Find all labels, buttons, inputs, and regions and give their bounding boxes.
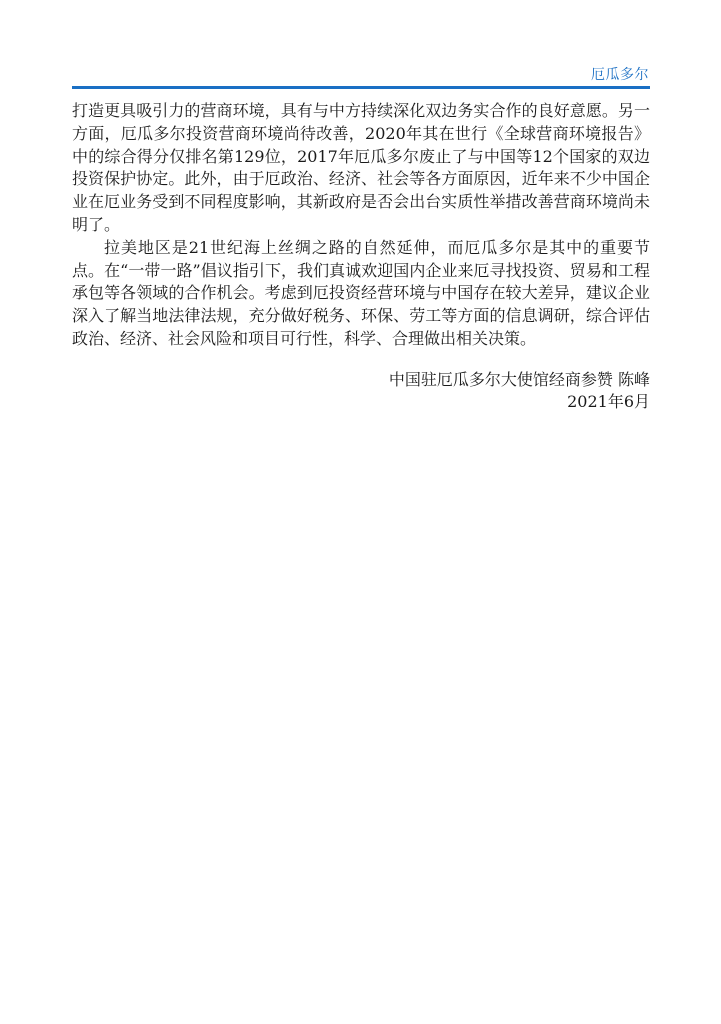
signature-block: [72, 369, 650, 413]
running-header-title: 厄瓜多尔: [591, 67, 649, 83]
body-paragraph-1: 打造更具吸引力的营商环境，具有与中方持续深化双边务实合作的良好意愿。另一方面，厄瓜多尔投资营商环境尚待改善，2020年其在世行《全球营商环境报告》中的综合得分仅排名第129位，2017年厄瓜多尔废止了与中国等12个国家的双边投资保护协定。此外，由于厄政治、经济、社会等各方面原因，近年来不少中国企业在厄业务受到不同程度影响，其新政府是否会出台实质性举措改善营商环境尚未明了。: [72, 101, 650, 234]
signature-author: 中国驻厄瓜多尔大使馆经商参赞 陈峰: [388, 369, 650, 389]
document-body: [72, 100, 650, 413]
signature-date: 2021年6月: [567, 391, 650, 411]
header-divider: [72, 86, 650, 89]
body-paragraph-2: 拉美地区是21世纪海上丝绸之路的自然延伸，而厄瓜多尔是其中的重要节点。在“一带一路”倡议指引下，我们真诚欢迎国内企业来厄寻找投资、贸易和工程承包等各领域的合作机会。考虑到厄投资经营环境与中国存在较大差异，建议企业深入了解当地法律法规，充分做好税务、环保、劳工等方面的信息调研，综合评估政治、经济、社会风险和项目可行性，科学、合理做出相关决策。: [72, 237, 650, 348]
